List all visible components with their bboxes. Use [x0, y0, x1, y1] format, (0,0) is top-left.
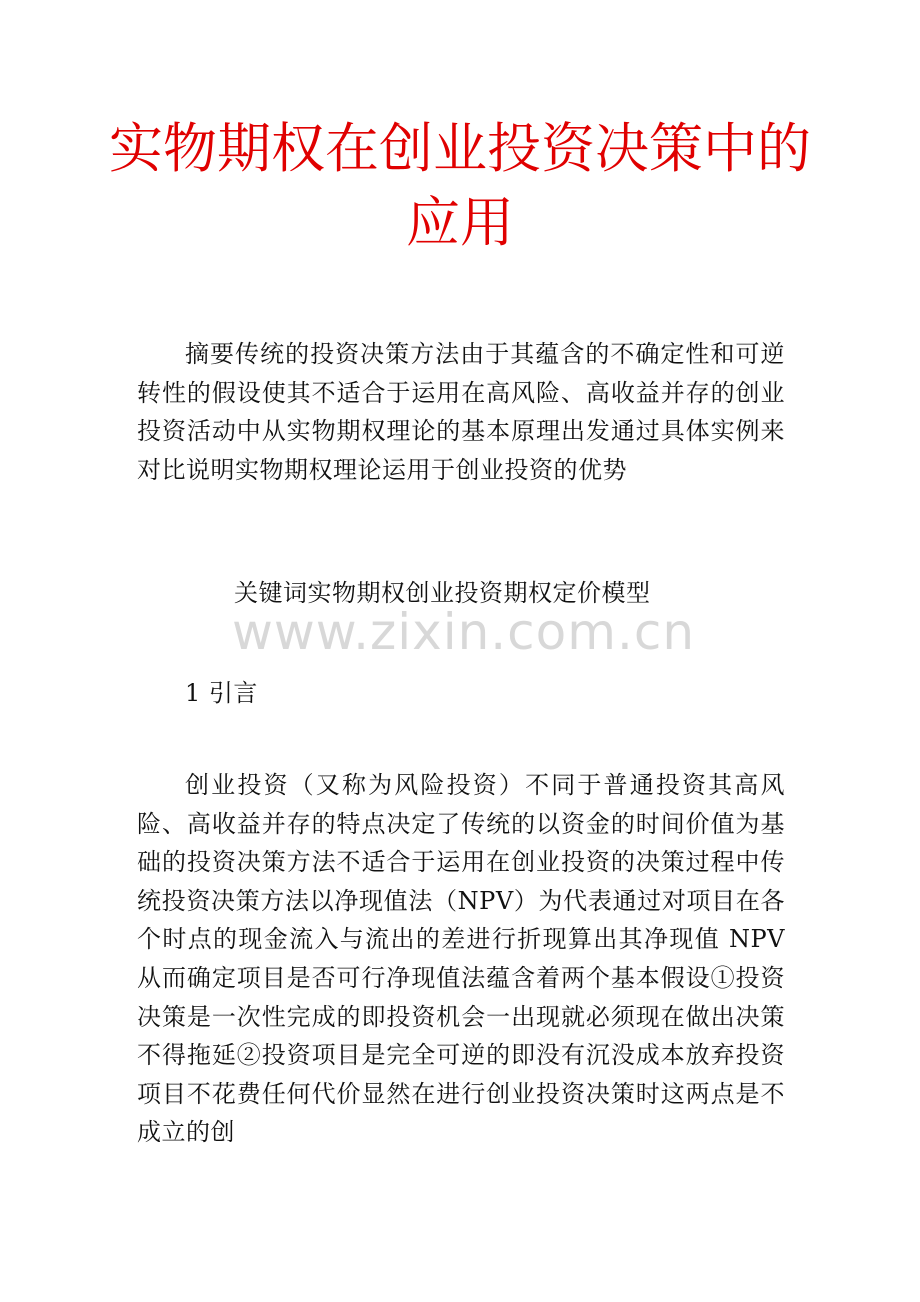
keywords-line: 关键词实物期权创业投资期权定价模型	[234, 579, 651, 607]
abstract-paragraph: 摘要传统的投资决策方法由于其蕴含的不确定性和可逆转性的假设使其不适合于运用在高风险、高收益并存的创业投资活动中从实物期权理论的基本原理出发通过具体实例来对比说明实物期权理论运用于创业投资的优势	[137, 340, 785, 484]
section-heading: 1 引言	[185, 679, 258, 707]
body-paragraph: 创业投资（又称为风险投资）不同于普通投资其高风险、高收益并存的特点决定了传统的以资金的时间价值为基础的投资决策方法不适合于运用在创业投资的决策过程中传统投资决策方法以净现值法（NPV）为代表通过对项目在各个时点的现金流入与流出的差进行折现算出其净现值 NPV 从而确定项目是否可行净现值法蕴含着两个基本假设①投资决策是一次性完成的即投资机会一出现就必须现在做出决策不得拖延②投资项目是完全可逆的即没有沉没成本放弃投资项目不花费任何代价显然在进行创业投资决策时这两点是不成立的创	[137, 771, 785, 1147]
document-title: 实物期权在创业投资决策中的应用	[109, 117, 811, 254]
watermark-text: www.zixin.com.cn	[232, 603, 696, 661]
